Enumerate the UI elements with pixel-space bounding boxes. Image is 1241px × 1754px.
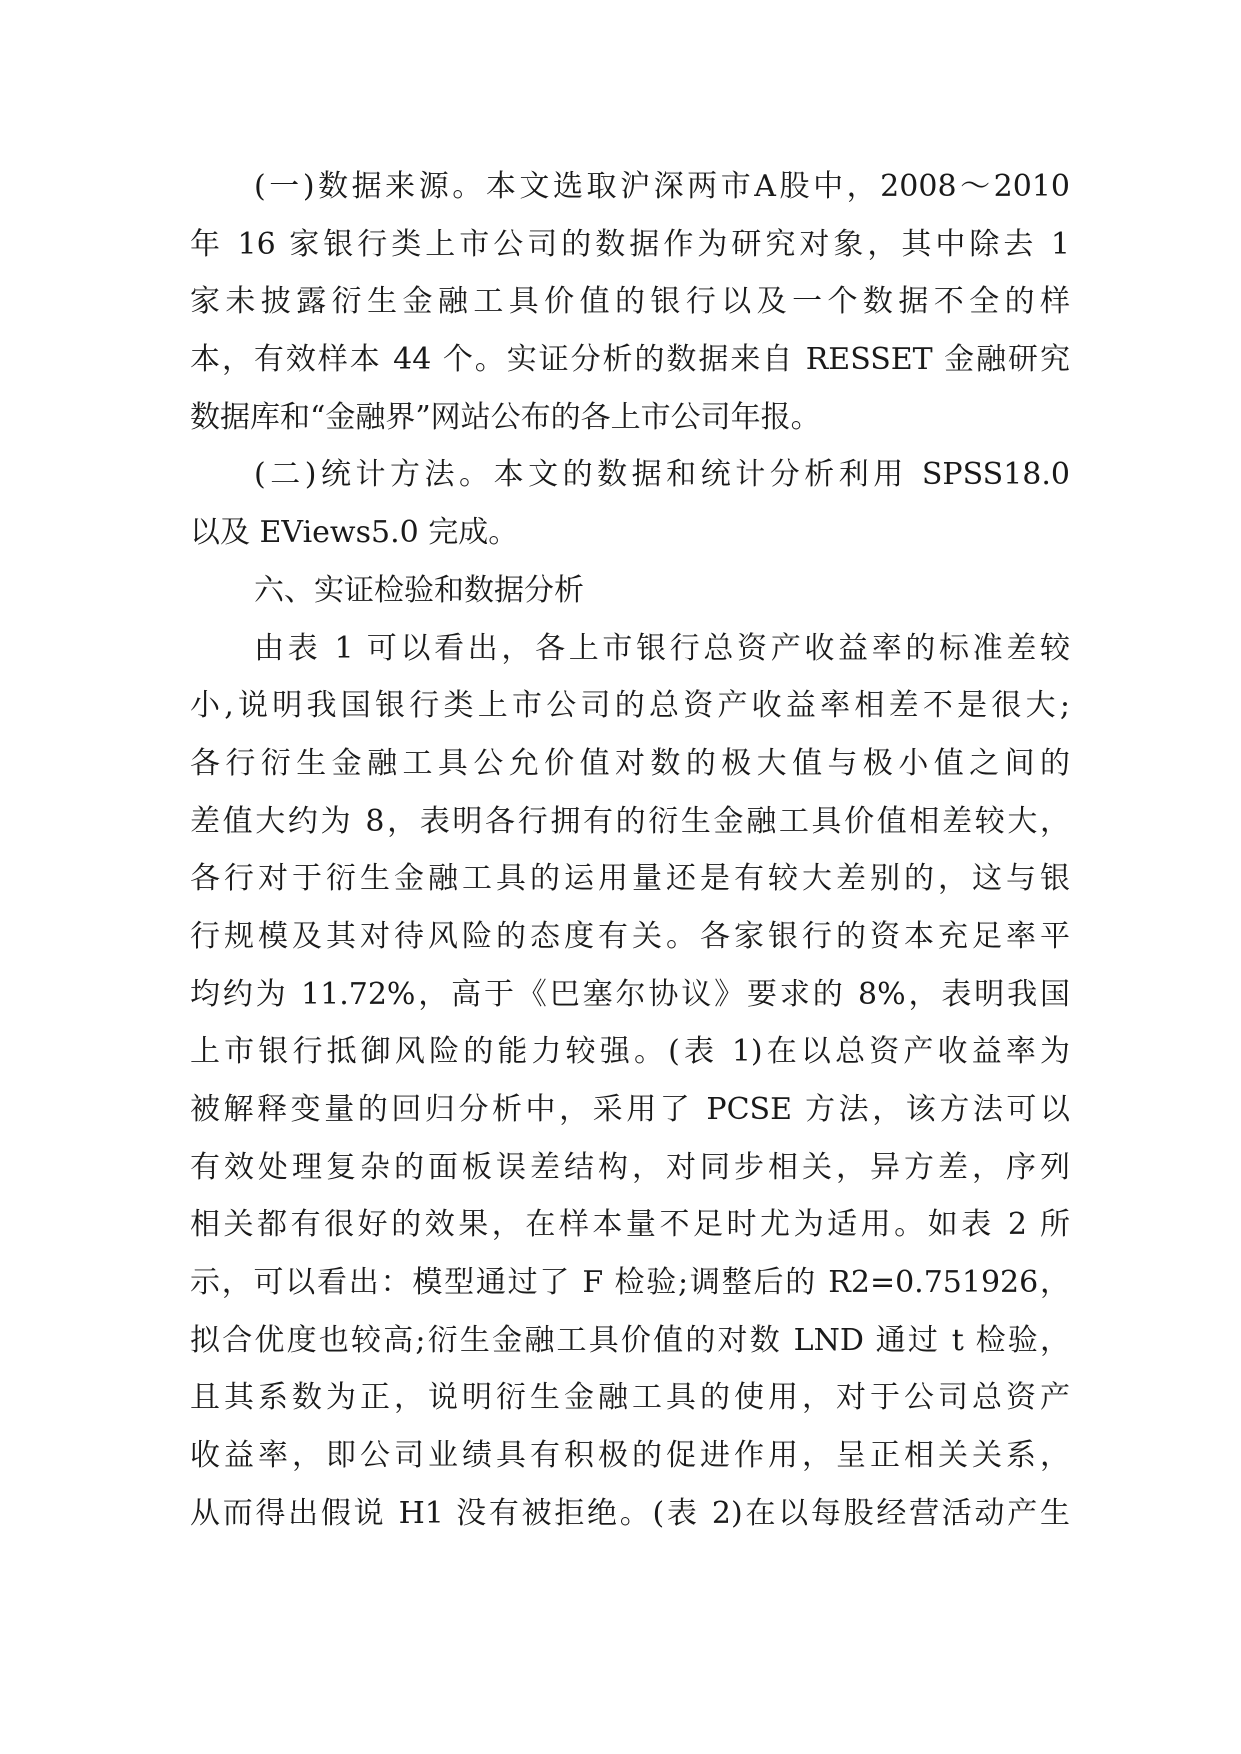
text-line: (一)数据来源。本文选取沪深两市A股中，2008～2010: [254, 169, 1070, 204]
text-line: 年 16 家银行类上市公司的数据作为研究对象，其中除去 1: [190, 226, 1070, 262]
text-line: 行规模及其对待风险的态度有关。各家银行的资本充足率平: [190, 918, 1070, 954]
text-line: 各行衍生金融工具公允价值对数的极大值与极小值之间的: [190, 745, 1070, 781]
text-line: 家未披露衍生金融工具价值的银行以及一个数据不全的样: [190, 284, 1070, 320]
text-line: 以及 EViews5.0 完成。: [190, 515, 519, 551]
text-line: 差值大约为 8，表明各行拥有的衍生金融工具价值相差较大，: [190, 803, 1070, 839]
text-line: 相关都有很好的效果，在样本量不足时尤为适用。如表 2 所: [190, 1207, 1070, 1243]
text-line: 小,说明我国银行类上市公司的总资产收益率相差不是很大;: [190, 688, 1070, 724]
text-line: (二)统计方法。本文的数据和统计分析利用 SPSS18.0: [254, 457, 1070, 493]
text-line: 拟合优度也较高;衍生金融工具价值的对数 LND 通过 t 检验，: [190, 1322, 1070, 1358]
text-line: 被解释变量的回归分析中，采用了 PCSE 方法，该方法可以: [190, 1092, 1070, 1127]
text-line: 有效处理复杂的面板误差结构，对同步相关，异方差，序列: [190, 1149, 1070, 1185]
text-line: 且其系数为正，说明衍生金融工具的使用，对于公司总资产: [190, 1380, 1070, 1416]
text-line: 上市银行抵御风险的能力较强。(表 1)在以总资产收益率为: [190, 1034, 1070, 1070]
text-line: 由表 1 可以看出，各上市银行总资产收益率的标准差较: [254, 630, 1070, 666]
text-line: 从而得出假说 H1 没有被拒绝。(表 2)在以每股经营活动产生: [190, 1495, 1070, 1531]
text-line: 六、实证检验和数据分析: [254, 572, 584, 608]
text-line: 均约为 11.72%，高于《巴塞尔协议》要求的 8%，表明我国: [190, 976, 1070, 1012]
text-line: 各行对于衍生金融工具的运用量还是有较大差别的，这与银: [190, 861, 1070, 897]
body-text: [190, 158, 1070, 1543]
text-line: 示，可以看出：模型通过了 F 检验;调整后的 R2=0.751926，: [190, 1265, 1070, 1301]
text-line: 本，有效样本 44 个。实证分析的数据来自 RESSET 金融研究: [190, 342, 1070, 378]
text-line: 收益率，即公司业绩具有积极的促进作用，呈正相关关系，: [190, 1438, 1070, 1474]
text-line: 数据库和“金融界”网站公布的各上市公司年报。: [190, 399, 821, 435]
